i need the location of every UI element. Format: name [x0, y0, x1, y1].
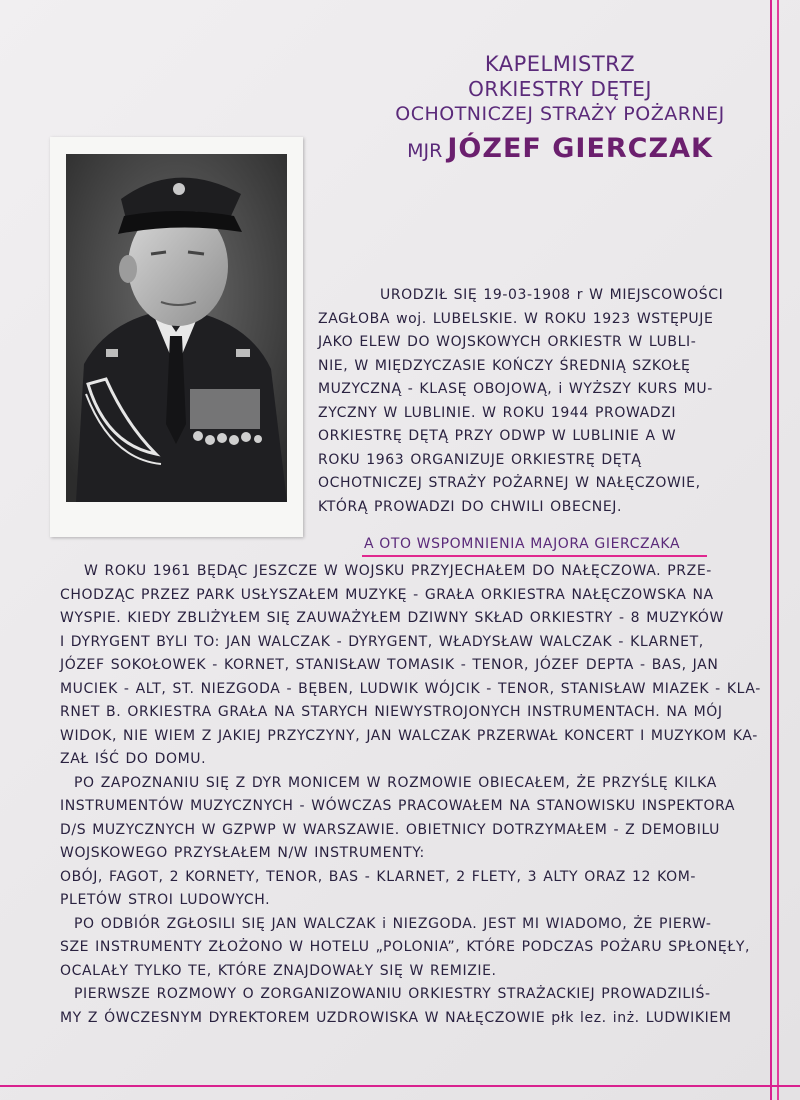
title-line-1: KAPELMISTRZ	[484, 52, 636, 76]
memoir-line: W ROKU 1961 BĘDĄC JESZCZE W WOJSKU PRZYJECHAŁEM DO NAŁĘCZOWA. PRZE-	[84, 563, 712, 579]
memoir-line: OBÓJ, FAGOT, 2 KORNETY, TENOR, BAS - KLARNET, 2 FLETY, 3 ALTY ORAZ 12 KOM-	[60, 868, 697, 885]
portrait-image	[66, 154, 287, 502]
margin-line-pink-second	[777, 0, 779, 1100]
memoir-line: WYSPIE. KIEDY ZBLIŻYŁEM SIĘ ZAUWAŻYŁEM DZIWNY SKŁAD ORKIESTRY - 8 MUZYKÓW	[60, 610, 724, 626]
margin-line-pink	[770, 0, 772, 1100]
memoir-line: JÓZEF SOKOŁOWEK - KORNET, STANISŁAW TOMASIK - TENOR, JÓZEF DEPTA - BAS, JAN	[60, 657, 719, 673]
biography-text	[318, 284, 768, 519]
person-name: JÓZEF GIERCZAK	[447, 133, 713, 164]
bio-line: OCHOTNICZEJ STRAŻY POŻARNEJ W NAŁĘCZOWIE,	[318, 475, 701, 491]
bio-line: NIE, W MIĘDZYCZASIE KOŃCZY ŚREDNIĄ SZKOŁĘ	[318, 357, 691, 374]
memoir-line: WIDOK, NIE WIEM Z JAKIEJ PRZYCZYNY, JAN WALCZAK PRZERWAŁ KONCERT I MUZYKOM KA-	[60, 727, 758, 744]
memoir-line: ZAŁ IŚĆ DO DOMU.	[60, 751, 207, 767]
bio-line: URODZIŁ SIĘ 19-03-1908 r W MIEJSCOWOŚCI	[380, 287, 724, 303]
bio-line: MUZYCZNĄ - KLASĘ OBOJOWĄ, i WYŻSZY KURS MU-	[318, 381, 713, 397]
bottom-rule-pink	[0, 1085, 800, 1087]
memoir-line: MUCIEK - ALT, ST. NIEZGODA - BĘBEN, LUDWIK WÓJCIK - TENOR, STANISŁAW MIAZEK - KLA-	[60, 680, 761, 697]
memoir-line: D/S MUZYCZNYCH W GZPWP W WARSZAWIE. OBIETNICY DOTRZYMAŁEM - Z DEMOBILU	[60, 821, 721, 838]
memoir-line: PO ODBIÓR ZGŁOSILI SIĘ JAN WALCZAK i NIEZGODA. JEST MI WIADOMO, ŻE PIERW-	[74, 915, 712, 932]
title-line-3: OCHOTNICZEJ STRAŻY POŻARNEJ	[395, 103, 725, 125]
page-title	[370, 52, 750, 164]
name-line	[370, 133, 750, 164]
memoir-line: WOJSKOWEGO PRZYSŁAŁEM N/W INSTRUMENTY:	[60, 845, 425, 861]
rank-label: MJR	[407, 140, 443, 162]
memoir-heading: A OTO WSPOMNIENIA MAJORA GIERCZAKA	[364, 536, 681, 552]
memoir-line: PLETÓW STROI LUDOWYCH.	[60, 892, 271, 908]
bio-line: ZYCZNY W LUBLINIE. W ROKU 1944 PROWADZI	[318, 404, 677, 421]
memoir-text	[60, 560, 765, 1030]
bio-line: ZAGŁOBA woj. LUBELSKIE. W ROKU 1923 WSTĘPUJE	[318, 310, 714, 327]
bio-line: ORKIESTRĘ DĘTĄ PRZY ODWP W LUBLINIE A W	[318, 428, 677, 444]
memoir-line: INSTRUMENTÓW MUZYCZNYCH - WÓWCZAS PRACOWAŁEM NA STANOWISKU INSPEKTORA	[60, 798, 736, 814]
memoir-line: RNET B. ORKIESTRA GRAŁA NA STARYCH NIEWYSTROJONYCH INSTRUMENTACH. NA MÓJ	[60, 704, 723, 720]
memoir-line: OCALAŁY TYLKO TE, KTÓRE ZNAJDOWAŁY SIĘ W REMIZIE.	[60, 962, 497, 979]
memoir-line: PIERWSZE ROZMOWY O ZORGANIZOWANIU ORKIESTRY STRAŻACKIEJ PROWADZILIŚ-	[74, 986, 711, 1002]
portrait-photo	[50, 137, 303, 537]
portrait-illustration	[66, 154, 287, 502]
memoir-line: MY Z ÓWCZESNYM DYREKTOREM UZDROWISKA W NAŁĘCZOWIE płk lez. inż. LUDWIKIEM	[60, 1009, 732, 1026]
memoir-line: PO ZAPOZNANIU SIĘ Z DYR MONICEM W ROZMOWIE OBIECAŁEM, ŻE PRZYŚLĘ KILKA	[74, 774, 717, 791]
memoir-line: I DYRYGENT BYLI TO: JAN WALCZAK - DYRYGENT, WŁADYSŁAW WALCZAK - KLARNET,	[60, 633, 704, 650]
memoir-line: CHODZĄC PRZEZ PARK USŁYSZAŁEM MUZYKĘ - GRAŁA ORKIESTRA NAŁĘCZOWSKA NA	[60, 586, 714, 603]
title-line-2: ORKIESTRY DĘTEJ	[468, 77, 652, 101]
bio-line: JAKO ELEW DO WOJSKOWYCH ORKIESTR W LUBLI-	[318, 334, 697, 350]
bio-line: KTÓRĄ PROWADZI DO CHWILI OBECNEJ.	[318, 498, 623, 515]
memoir-line: SZE INSTRUMENTY ZŁOŻONO W HOTELU „POLONIA”, KTÓRE PODCZAS POŻARU SPŁONĘŁY,	[60, 939, 751, 955]
memoir-heading-underline	[362, 555, 707, 557]
bio-line: ROKU 1963 ORGANIZUJE ORKIESTRĘ DĘTĄ	[318, 451, 642, 468]
